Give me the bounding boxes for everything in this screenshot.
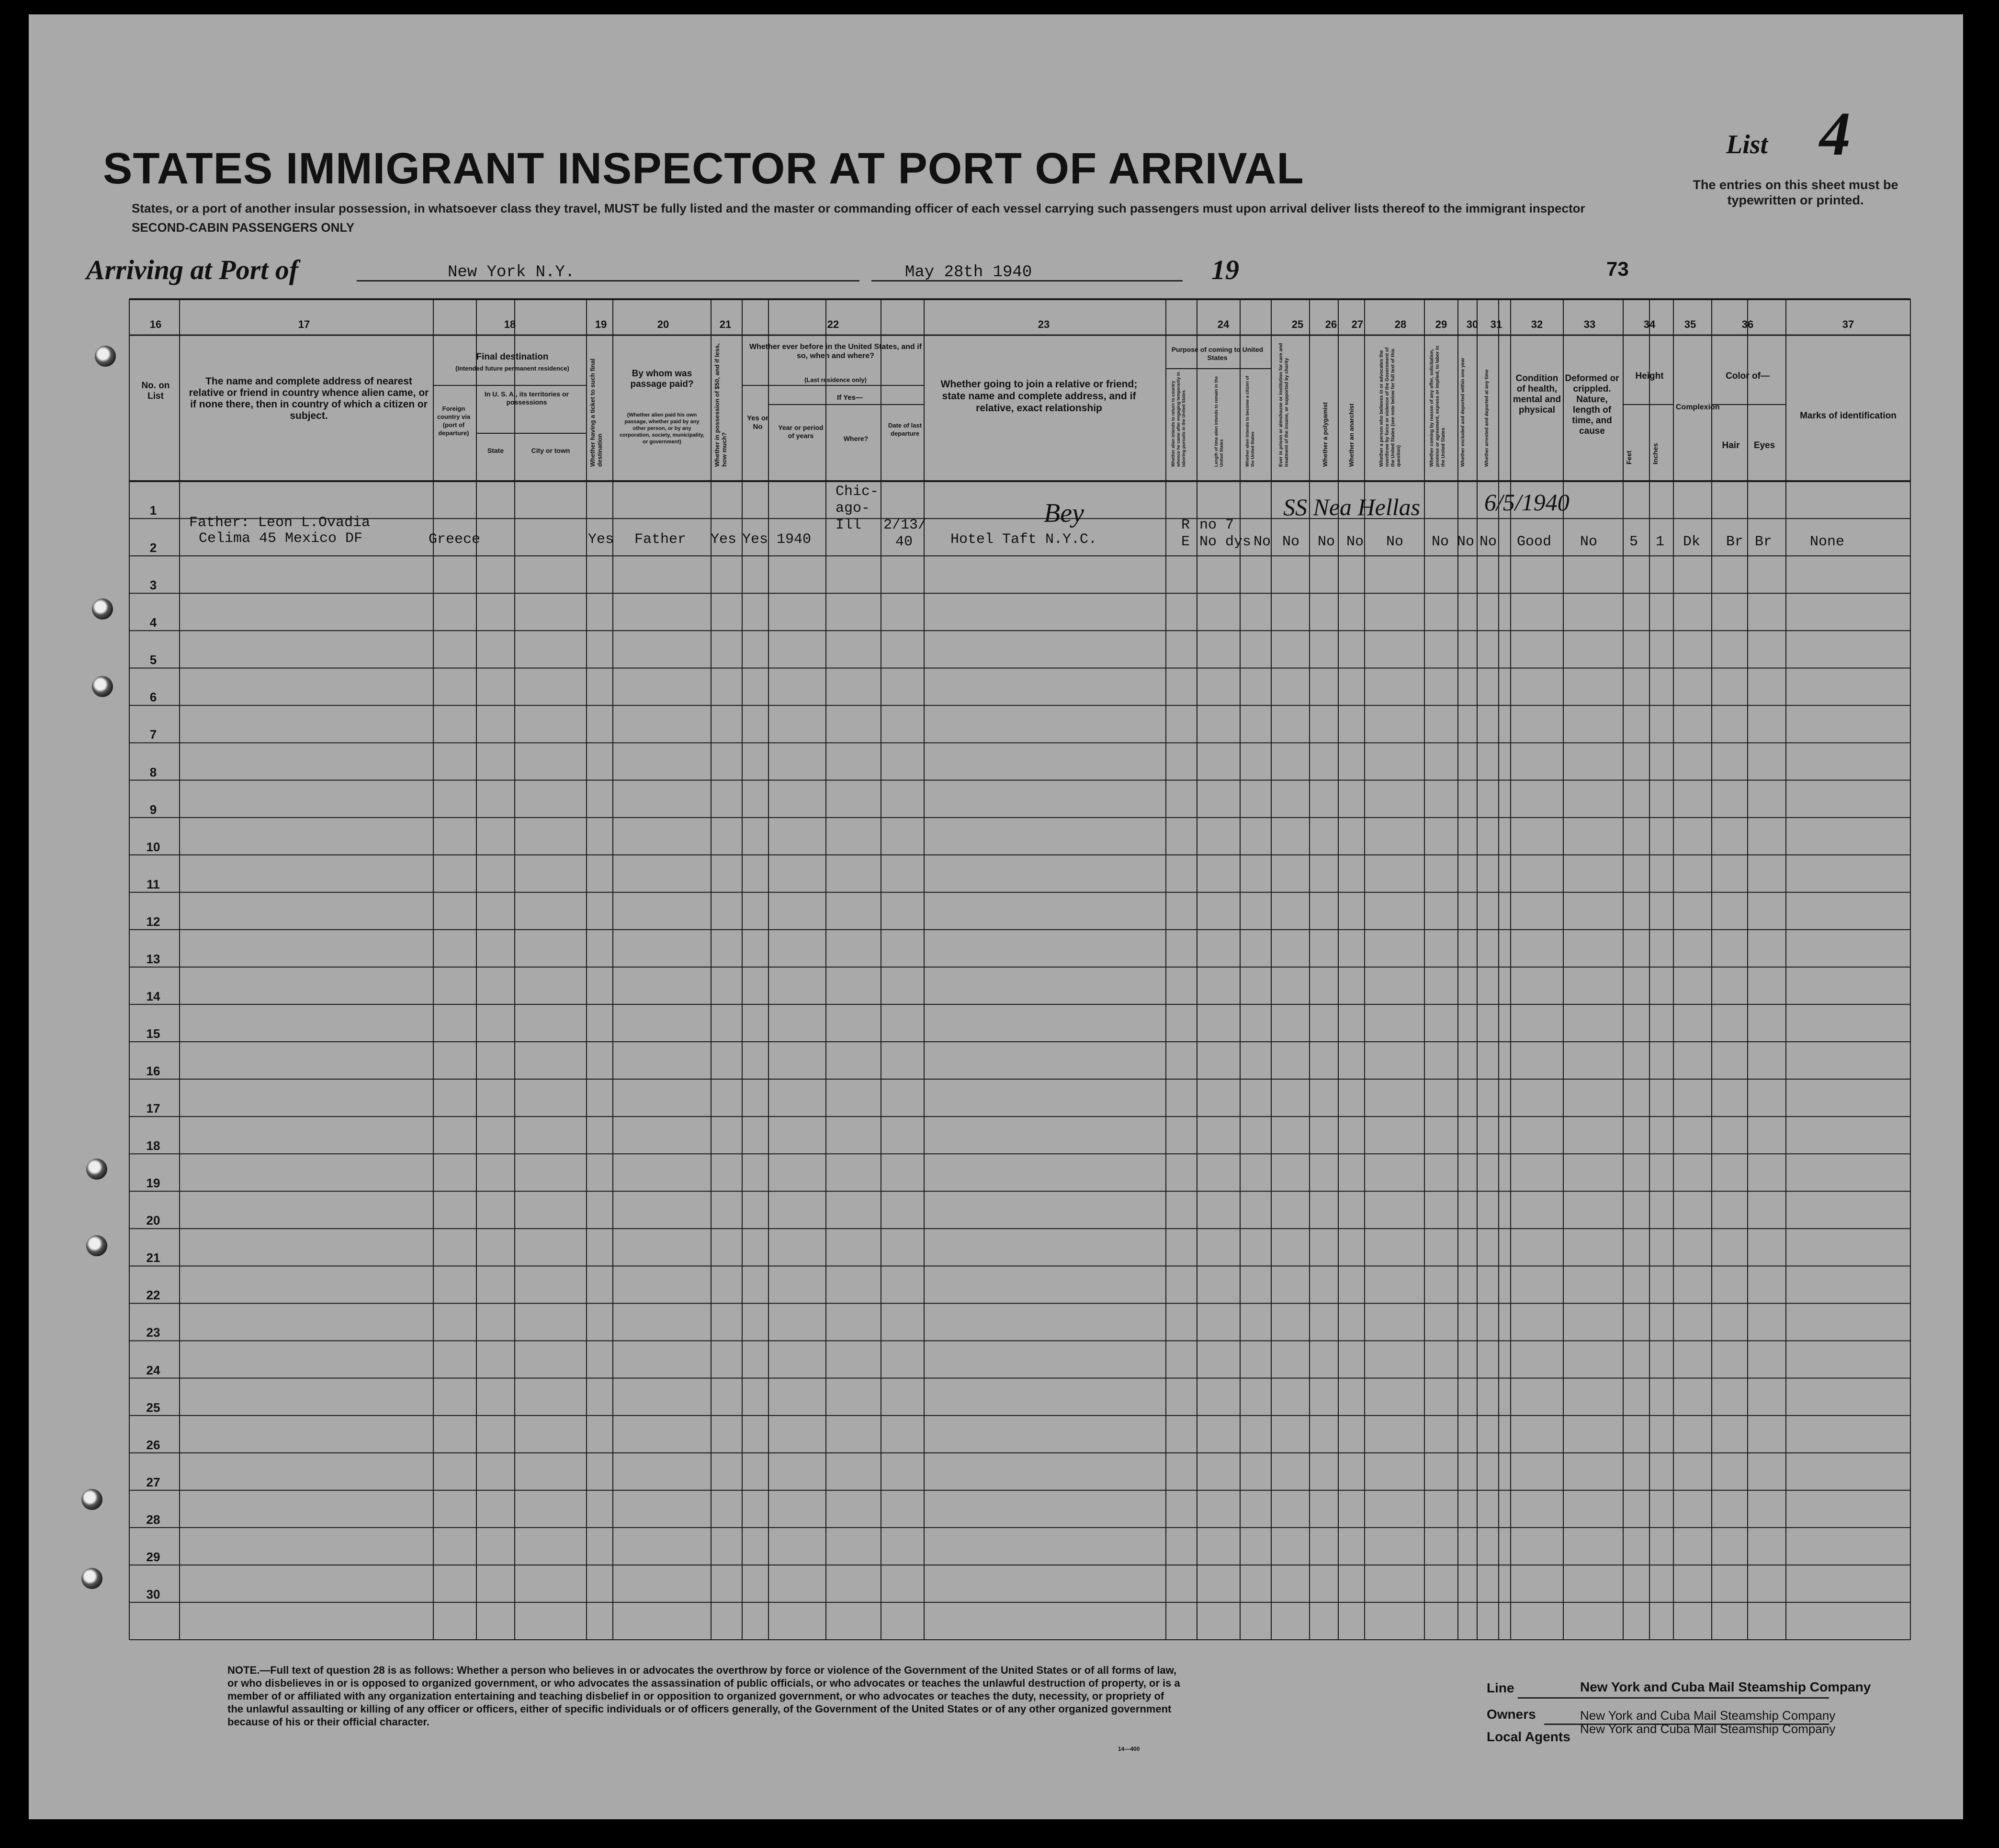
row-number: 13 — [146, 951, 160, 966]
line-underline — [1518, 1697, 1829, 1699]
col-25-number: 25 — [1291, 318, 1304, 330]
col-31-number: 31 — [1490, 318, 1502, 330]
col-24-header: Purpose of coming to United States — [1171, 346, 1264, 361]
arriving-label: Arriving at Port of — [86, 254, 299, 285]
row1-eyes: Br — [1755, 534, 1773, 550]
col-24c-header: Whether alien intends to become a citizen of the United States — [1245, 375, 1255, 467]
row-number: 8 — [149, 765, 157, 779]
row-number: 29 — [146, 1549, 160, 1564]
row1-col28: No — [1386, 534, 1404, 550]
row1-purpose-b2: No dys — [1199, 534, 1252, 550]
col-18b1-header: State — [487, 447, 504, 454]
col-18-number: 18 — [504, 318, 516, 330]
row1-foreign-country: Greece — [429, 531, 481, 548]
form-instruction: States, or a port of another insular possession, in whatsoever class they travel, MUST be fully listed and the master or commanding officer of each vessel carrying such passengers must upon arrival deliver lists thereof to the immigrant inspector — [132, 201, 1585, 215]
row1-col27: No — [1346, 534, 1364, 550]
row-number: 9 — [149, 802, 157, 817]
col-16-number: 16 — [149, 318, 162, 330]
col-18-sub: (Intended future permanent residence) — [455, 365, 569, 372]
row-number: 1 — [149, 503, 157, 518]
col-20-sub: (Whether alien paid his own passage, whether paid by any other person, or by any corporation, society, municipality, or government) — [620, 412, 704, 445]
col-31-header: Whether arrested and deported at any time — [1484, 369, 1490, 467]
row1-inches: 1 — [1656, 534, 1665, 550]
col-25-header: Ever in prison or almshouse or institution for care and treatment of the insane, or supported by charity — [1278, 343, 1289, 467]
col-35-number: 35 — [1684, 318, 1696, 330]
row-number: 27 — [146, 1475, 160, 1489]
col-17-number: 17 — [298, 318, 310, 330]
arrival-date: May 28th 1940 — [905, 263, 1032, 282]
col-22b3-header: Date of last departure — [888, 422, 922, 437]
row-number: 14 — [146, 989, 160, 1003]
col-26-number: 26 — [1325, 318, 1337, 330]
row1-col31: No — [1479, 534, 1497, 550]
form-code: 14—400 — [1118, 1746, 1140, 1752]
owners-label: Owners — [1487, 1707, 1536, 1722]
col-23-header: Whether going to join a relative or friend; state name and complete address, and if relative, exact relationship — [940, 379, 1138, 414]
col-24b-header: Length of time alien intends to remain in the United States — [1214, 376, 1224, 467]
col-36b-header: Eyes — [1753, 440, 1775, 451]
col-34-header: Height — [1635, 371, 1664, 381]
row1-join-handwritten: Bey — [1044, 498, 1084, 528]
col-37-header: Marks of identification — [1800, 411, 1897, 421]
col-34a-header: Feet — [1625, 451, 1633, 464]
row1-purpose-c: No — [1254, 534, 1271, 550]
col-33-number: 33 — [1583, 318, 1596, 330]
row-number: 30 — [146, 1587, 160, 1601]
port-value: New York N.Y. — [448, 263, 575, 282]
row-number: 20 — [146, 1213, 160, 1228]
col-19-number: 19 — [595, 318, 607, 330]
row-number: 28 — [146, 1512, 160, 1527]
row-number: 23 — [146, 1325, 160, 1340]
list-number: 4 — [1819, 100, 1851, 169]
row1-ticket: Yes — [588, 531, 614, 548]
col-22a-header: Yes or No — [746, 414, 769, 431]
col-28-header: Whether a person who believes in or advocates the overthrow by force or violence of the Government of the United States (see note below for full text of this question) — [1379, 347, 1401, 467]
col-34-number: 34 — [1643, 318, 1656, 330]
row-number: 25 — [146, 1400, 160, 1415]
row-number: 7 — [149, 727, 157, 742]
page-number: 73 — [1606, 258, 1629, 280]
row-number: 17 — [146, 1101, 160, 1116]
local-agents-value: New York and Cuba Mail Steamship Company — [1580, 1722, 1836, 1736]
col-19-header: Whether having a ticket to such final destination — [589, 358, 603, 467]
row1-before-us: Yes — [742, 531, 768, 548]
row1-health: Good — [1517, 534, 1552, 550]
col-32-number: 32 — [1531, 318, 1543, 330]
col-16-header: No. on List — [141, 381, 170, 401]
row-number: 5 — [149, 653, 157, 667]
local-agents-label: Local Agents — [1487, 1729, 1570, 1744]
row-number: 4 — [149, 615, 157, 630]
col-21-number: 21 — [719, 318, 732, 330]
col-21-header: Whether in possession of $50, and if less, how much? — [713, 343, 728, 467]
col-36a-header: Hair — [1722, 440, 1740, 451]
row-number: 19 — [146, 1176, 160, 1191]
row1-purpose-b1: no 7 — [1199, 517, 1234, 533]
row1-marks: None — [1810, 534, 1845, 550]
col-30-header: Whether excluded and deported within one year — [1460, 358, 1466, 467]
footnote-question-28: NOTE.—Full text of question 28 is as follows: Whether a person who believes in or advocates the overthrow by force or violence of the Government of the United States or of all forms of law, or who disbelieves in or is opposed to organized government, or who advocates the assassination of public officials, or who advocates or teaches the unlawful destruction of property, or is a member of or affiliated with any organization entertaining and teaching disbelief in or opposition to organized government, or who advocates or teaches the duty, necessity, or propriety of the unlawful assaulting or killing of any officer or officers, either of specific individuals or of officers generally, of the Government of the United States or of any other organized government because of his or their official character. — [227, 1664, 1180, 1728]
handwritten-ship-name: SS Nea Hellas — [1283, 494, 1421, 520]
col-22-sub: (Last residence only) — [804, 376, 867, 383]
col-35-header: Complexion — [1676, 403, 1720, 411]
col-22-header: Whether ever before in the United States, and if so, when and where? — [749, 343, 922, 360]
row-number: 3 — [149, 578, 157, 593]
col-23-number: 23 — [1038, 318, 1050, 330]
row-number: 22 — [146, 1288, 160, 1303]
col-24-number: 24 — [1217, 318, 1230, 330]
row-number: 16 — [146, 1064, 160, 1079]
row-number: 21 — [146, 1251, 160, 1265]
col-29-number: 29 — [1435, 318, 1447, 330]
col-30-number: 30 — [1466, 318, 1479, 330]
row1-col29: No — [1432, 534, 1449, 550]
row-number: 15 — [146, 1026, 160, 1041]
col-34b-header: Inches — [1651, 443, 1659, 464]
form-title: STATES IMMIGRANT INSPECTOR AT PORT OF ARRIVAL — [103, 144, 1304, 193]
col-36-header: Color of— — [1726, 371, 1770, 381]
row1-relative-line2: Celima 45 Mexico DF — [199, 530, 363, 547]
row1-fifty-dollars: Yes — [711, 531, 737, 548]
col-18-header: Final destination — [476, 352, 549, 362]
row-number: 10 — [146, 839, 160, 854]
row1-relative-line1: Father: Leon L.Ovadia — [189, 515, 371, 531]
line-label: Line — [1487, 1680, 1514, 1695]
row-number: 2 — [149, 541, 157, 555]
col-33-header: Deformed or crippled. Nature, length of time, and cause — [1565, 373, 1619, 436]
typewritten-note: The entries on this sheet must be typewritten or printed. — [1693, 178, 1898, 207]
line-value: New York and Cuba Mail Steamship Company — [1580, 1679, 1871, 1694]
row1-col26: No — [1318, 534, 1335, 550]
col-18a-header: Foreign country via (port of departure) — [437, 405, 471, 437]
row-number: 11 — [147, 877, 160, 891]
col-18b2-header: City or town — [531, 447, 570, 454]
col-26-header: Whether a polygamist — [1321, 402, 1329, 467]
row-number: 24 — [146, 1363, 160, 1377]
row1-join: Hotel Taft N.Y.C. — [950, 531, 1097, 548]
row1-where-2: ago- — [836, 500, 870, 517]
owners-value: New York and Cuba Mail Steamship Company — [1580, 1708, 1836, 1723]
row-number: 6 — [149, 690, 157, 705]
row1-col25: No — [1282, 534, 1300, 550]
row-number: 12 — [146, 914, 160, 929]
row1-paid-by: Father — [634, 531, 687, 548]
row1-departure-2: 40 — [895, 534, 913, 550]
col-27-header: Whether an anarchist — [1348, 403, 1355, 467]
row1-deformed: No — [1580, 534, 1598, 550]
row1-col30: No — [1457, 534, 1475, 550]
col-22b-header: If Yes— — [837, 394, 863, 402]
row1-purpose-a1: R — [1181, 517, 1190, 533]
handwritten-date: 6/5/1940 — [1484, 489, 1570, 516]
row1-year: 1940 — [777, 531, 812, 548]
year-prefix: 19 — [1211, 254, 1239, 285]
list-label: List — [1726, 130, 1768, 159]
col-22b2-header: Where? — [843, 435, 869, 442]
col-24a-header: Whether alien intends to return to country whence he came after engaging temporarily in laboring pursuits in the United States — [1171, 372, 1186, 467]
col-28-number: 28 — [1394, 318, 1407, 330]
col-29-header: Whether coming by reason of any offer, solicitation, promise or agreement, express or implied, to labor in the United States — [1429, 346, 1446, 467]
col-27-number: 27 — [1351, 318, 1364, 330]
row1-purpose-a2: E — [1181, 534, 1190, 550]
col-20-header: By whom was passage paid? — [630, 369, 694, 389]
col-22-number: 22 — [827, 318, 839, 330]
col-17-header: The name and complete address of nearest relative or friend in country whence alien came, or if none there, then in country of which a citizen or subject. — [189, 376, 429, 421]
row1-departure-1: 2/13/ — [883, 517, 927, 533]
col-18b-header: In U. S. A., its territories or possessions — [484, 390, 569, 406]
row1-where-1: Chic- — [836, 484, 879, 500]
row1-complexion: Dk — [1683, 534, 1701, 550]
form-class: SECOND-CABIN PASSENGERS ONLY — [132, 220, 355, 235]
row-number: 26 — [146, 1437, 160, 1452]
row1-hair: Br — [1726, 534, 1744, 550]
col-36-number: 36 — [1741, 318, 1754, 330]
col-20-number: 20 — [657, 318, 669, 330]
col-37-number: 37 — [1842, 318, 1854, 330]
row1-where-3: Ill — [836, 517, 862, 533]
row-number: 18 — [146, 1138, 160, 1153]
row1-feet: 5 — [1629, 534, 1638, 550]
col-32-header: Condition of health, mental and physical — [1513, 373, 1561, 415]
col-22b1-header: Year or period of years — [778, 424, 824, 439]
